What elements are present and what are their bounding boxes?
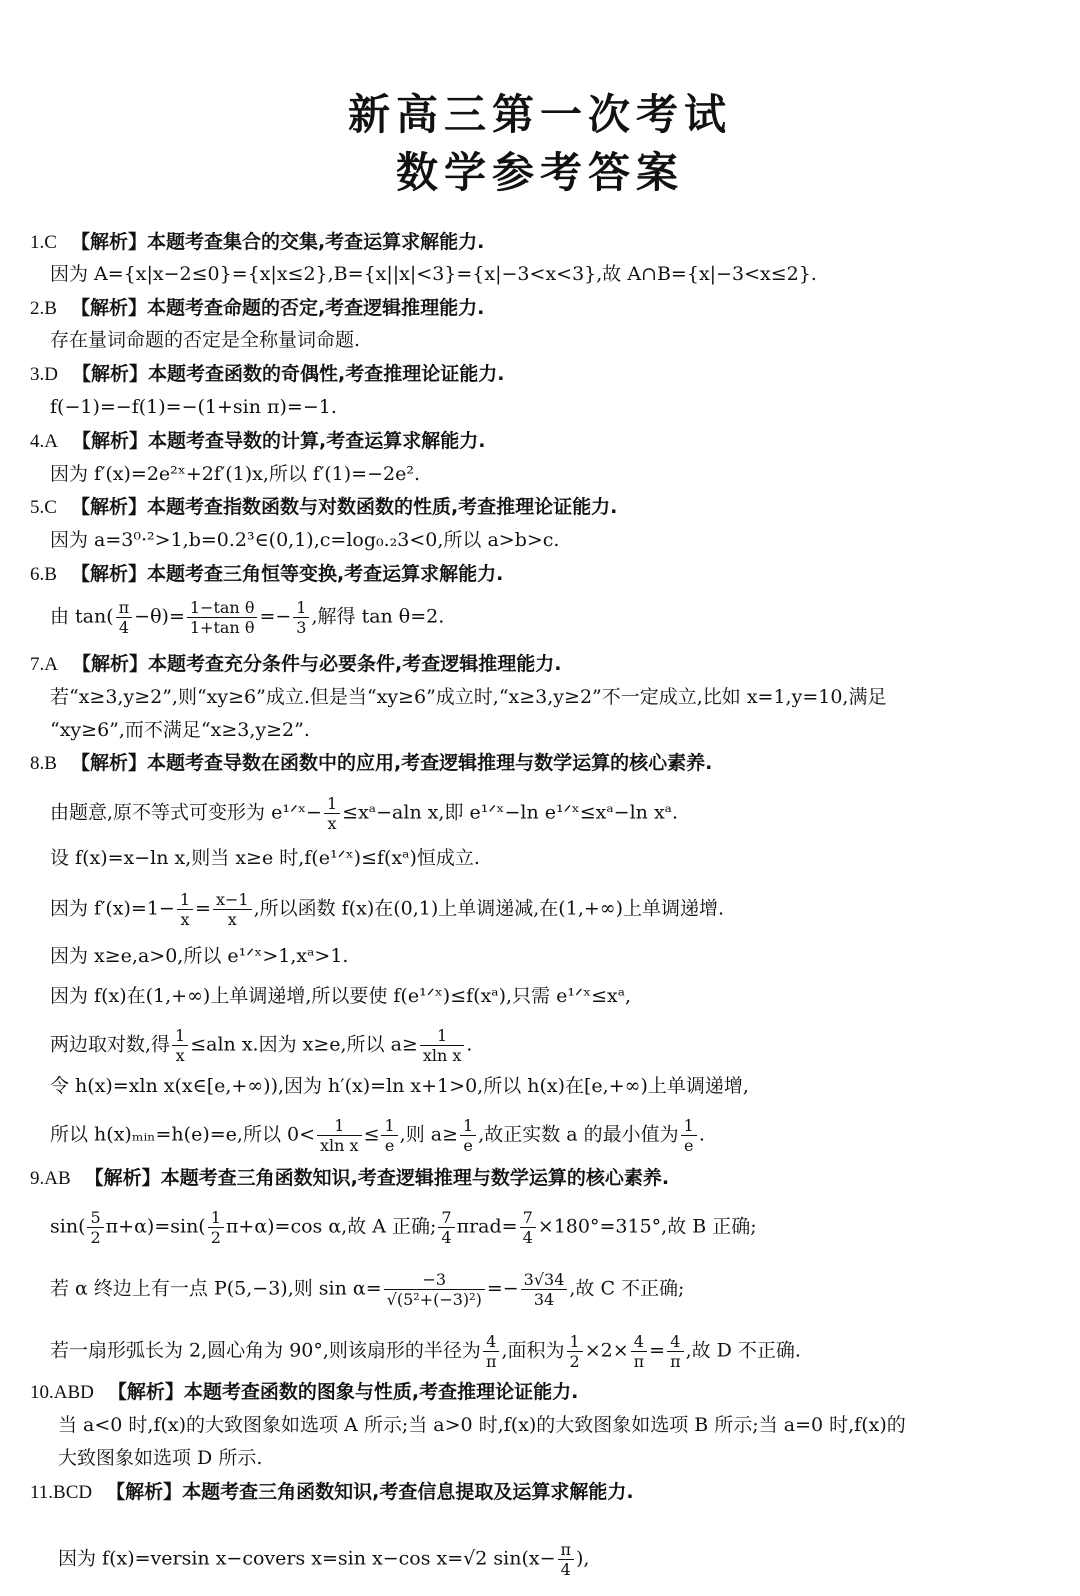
q8-line1: 由题意,原不等式可变形为 e¹ᐟˣ− $\frac{1}{x}$ ≤xᵃ−aln x,即 e¹ᐟˣ−ln e¹ᐟˣ≤xᵃ−ln xᵃ.	[50, 794, 679, 833]
q9-line2: 若 α 终边上有一点 P(5,−3),则 sin α= $\frac{-3}{\text{√(5²+(−3)²)}}$ =− $\frac{3√34}{34}$ ,故 C 不正确;	[50, 1270, 685, 1309]
fraction: $\frac{1}{3}$	[293, 598, 309, 637]
q11-heading: 本题考查三角函数知识,考查信息提取及运算求解能力.	[182, 1481, 634, 1503]
q7-body-line1: 若“x≥3,y≥2”,则“xy≥6”成立.但是当“xy≥6”成立时,“x≥3,y≥2”不一定成立,比如 x=1,y=10,满足	[50, 686, 887, 708]
fraction: $\frac{1}{2}$	[208, 1208, 224, 1247]
q4-header	[30, 429, 485, 454]
fraction: $\frac{4}{\pi}$	[483, 1332, 500, 1371]
analysis-tag: 【解析】	[107, 1381, 184, 1403]
fraction: $\frac{1}{e}$	[460, 1116, 476, 1155]
fraction: $\frac{1}{x}$	[177, 890, 193, 929]
q9-heading: 本题考查三角函数知识,考查逻辑推理与数学运算的核心素养.	[160, 1167, 670, 1189]
q11-line1: 因为 f(x)=versin x−covers x=sin x−cos x=√2 sin(x− $\frac{\pi}{4}$ ),	[58, 1540, 590, 1579]
q7-header	[30, 652, 561, 677]
page-subtitle: 数学参考答案	[395, 148, 684, 197]
q9-number: 9.AB	[30, 1168, 71, 1189]
analysis-tag: 【解析】	[84, 1167, 161, 1189]
analysis-tag: 【解析】	[71, 653, 148, 675]
analysis-tag: 【解析】	[70, 752, 147, 774]
q6-heading: 本题考查三角恒等变换,考查运算求解能力.	[146, 563, 504, 585]
fraction: $\frac{\pi}{4}$	[116, 598, 133, 637]
q9-line3: 若一扇形弧长为 2,圆心角为 90°,则该扇形的半径为 $\frac{4}{\pi}$ ,面积为 $\frac{1}{2}$ ×2× $\frac{4}{\pi}$ = $\frac{4}{\pi}$ ,故 D 不正确.	[50, 1332, 801, 1371]
q8-line5: 因为 f(x)在(1,+∞)上单调递增,所以要使 f(e¹ᐟˣ)≤f(xᵃ),只需 e¹ᐟˣ≤xᵃ,	[50, 985, 632, 1007]
fraction: $\frac{\text{1−tan θ}}{\text{1+tan θ}}$	[187, 598, 258, 637]
q6-header	[30, 562, 503, 587]
q1-body: 因为 A={x|x−2≤0}={x|x≤2},B={x||x|<3}={x|−3<x<3},故 A∩B={x|−3<x≤2}.	[50, 263, 817, 285]
analysis-tag: 【解析】	[70, 496, 147, 518]
q8-line2: 设 f(x)=x−ln x,则当 x≥e 时,f(e¹ᐟˣ)≤f(xᵃ)恒成立.	[50, 847, 480, 869]
q5-heading: 本题考查指数函数与对数函数的性质,考查推理论证能力.	[146, 496, 618, 518]
q8-line6: 两边取对数,得 $\frac{1}{x}$ ≤aln x.因为 x≥e,所以 a≥ $\frac{1}{\text{xln x}}$ .	[50, 1026, 473, 1065]
fraction: $\frac{1}{\text{xln x}}$	[420, 1026, 465, 1065]
q1-heading: 本题考查集合的交集,考查运算求解能力.	[146, 231, 485, 253]
q5-header	[30, 495, 617, 520]
q2-heading: 本题考查命题的否定,考查逻辑推理能力.	[146, 297, 485, 319]
q2-body: 存在量词命题的否定是全称量词命题.	[50, 329, 361, 351]
fraction: $\frac{1}{x}$	[172, 1026, 188, 1065]
q3-body: f(−1)=−f(1)=−(1+sin π)=−1.	[50, 396, 337, 418]
analysis-tag: 【解析】	[70, 231, 147, 253]
q2-header	[30, 296, 484, 321]
fraction: $\frac{1}{e}$	[681, 1116, 697, 1155]
fraction: $\frac{7}{4}$	[438, 1208, 454, 1247]
fraction: $\frac{1}{2}$	[567, 1332, 583, 1371]
q4-number: 4.A	[30, 431, 58, 452]
fraction: $\frac{1}{x}$	[324, 794, 340, 833]
fraction: $\frac{4}{\pi}$	[631, 1332, 648, 1371]
q7-body-line2: “xy≥6”,而不满足“x≥3,y≥2”.	[50, 719, 310, 741]
q6-body: 由 tan( $\frac{\pi}{4}$ −θ)= $\frac{\text{1−tan θ}}{\text{1+tan θ}}$ =− $\frac{1}{3}$ ,解得 tan θ=2.	[50, 598, 445, 637]
q8-line3: 因为 f′(x)=1− $\frac{1}{x}$ = $\frac{x-1}{x}$ ,所以函数 f(x)在(0,1)上单调递减,在(1,+∞)上单调递增.	[50, 890, 725, 929]
q8-line4: 因为 x≥e,a>0,所以 e¹ᐟˣ>1,xᵃ>1.	[50, 945, 349, 967]
q10-body-line1: 当 a<0 时,f(x)的大致图象如选项 A 所示;当 a>0 时,f(x)的大致图象如选项 B 所示;当 a=0 时,f(x)的	[58, 1414, 906, 1436]
page-title: 新高三第一次考试	[347, 90, 732, 139]
q8-header	[30, 751, 712, 776]
fraction: $\frac{5}{2}$	[87, 1208, 103, 1247]
q10-header	[30, 1380, 578, 1405]
analysis-tag: 【解析】	[71, 430, 148, 452]
q3-number: 3.D	[30, 364, 58, 385]
q9-header	[30, 1166, 669, 1191]
q8-line7: 令 h(x)=xln x(x∈[e,+∞)),因为 h′(x)=ln x+1>0,所以 h(x)在[e,+∞)上单调递增,	[50, 1075, 749, 1097]
q8-line8: 所以 h(x)ₘᵢₙ=h(e)=e,所以 0< $\frac{1}{\text{xln x}}$ ≤ $\frac{1}{e}$ ,则 a≥ $\frac{1}{e}$ ,故正实数 a 的最小值为 $\frac{1}{e}$ .	[50, 1116, 705, 1155]
fraction: $\frac{\pi}{4}$	[558, 1540, 575, 1579]
q5-body: 因为 a=3⁰·²>1,b=0.2³∈(0,1),c=log₀.₂3<0,所以 a>b>c.	[50, 529, 560, 551]
fraction: $\frac{4}{\pi}$	[667, 1332, 684, 1371]
q4-heading: 本题考查导数的计算,考查运算求解能力.	[148, 430, 486, 452]
fraction: $\frac{1}{e}$	[381, 1116, 397, 1155]
q11-number: 11.BCD	[30, 1482, 93, 1503]
q3-heading: 本题考查函数的奇偶性,考查推理论证能力.	[148, 363, 505, 385]
q11-header	[30, 1480, 634, 1505]
fraction: $\frac{1}{\text{xln x}}$	[317, 1116, 362, 1155]
analysis-tag: 【解析】	[70, 297, 147, 319]
q8-heading: 本题考查导数在函数中的应用,考查逻辑推理与数学运算的核心素养.	[146, 752, 713, 774]
analysis-tag: 【解析】	[70, 563, 147, 585]
q2-number: 2.B	[30, 298, 57, 319]
q4-body: 因为 f′(x)=2e²ˣ+2f′(1)x,所以 f′(1)=−2e².	[50, 463, 420, 485]
analysis-tag: 【解析】	[71, 363, 148, 385]
q10-body-line2: 大致图象如选项 D 所示.	[58, 1447, 263, 1469]
q7-heading: 本题考查充分条件与必要条件,考查逻辑推理能力.	[148, 653, 562, 675]
fraction: $\frac{7}{4}$	[520, 1208, 536, 1247]
fraction: $\frac{x-1}{x}$	[213, 890, 252, 929]
q6-number: 6.B	[30, 564, 57, 585]
fraction: $\frac{-3}{\text{√(5²+(−3)²)}}$	[384, 1270, 485, 1309]
q10-heading: 本题考查函数的图象与性质,考查推理论证能力.	[183, 1381, 579, 1403]
q10-number: 10.ABD	[30, 1382, 94, 1403]
q7-number: 7.A	[30, 654, 58, 675]
q5-number: 5.C	[30, 497, 57, 518]
q1-header	[30, 230, 484, 255]
analysis-tag: 【解析】	[106, 1481, 183, 1503]
q9-line1: sin( $\frac{5}{2}$ π+α)=sin( $\frac{1}{2}$ π+α)=cos α,故 A 正确; $\frac{7}{4}$ πrad= $\frac{7}{4}$ ×180°=315°,故 B 正确;	[50, 1208, 757, 1247]
q3-header	[30, 362, 504, 387]
fraction: $\frac{3√34}{34}$	[521, 1270, 568, 1309]
q8-number: 8.B	[30, 753, 57, 774]
q1-number: 1.C	[30, 232, 57, 253]
